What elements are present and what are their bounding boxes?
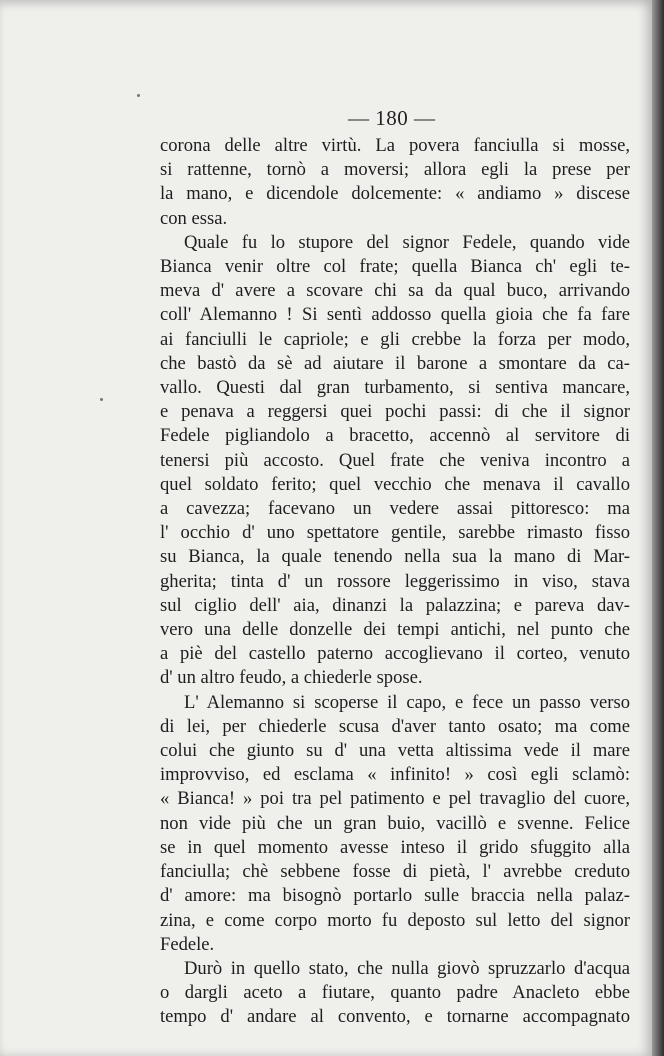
text-line: corona delle altre virtù. La povera fanciulla si mosse, xyxy=(160,135,630,156)
text-line: vero una delle donzelle dei tempi antichi, nel punto che xyxy=(160,619,630,641)
page-number: — 180 — xyxy=(348,106,436,130)
page-edge xyxy=(652,0,664,1056)
text-line: coll' Alemanno ! Si sentì addosso quella gioia che fa fare xyxy=(160,304,630,326)
text-line: su Bianca, la quale tenendo nella sua la mano di Mar- xyxy=(160,546,630,568)
text-line: Bianca venir oltre col frate; quella Bianca ch' egli te- xyxy=(160,256,630,278)
text-line: si rattenne, tornò a moversi; allora egli la prese per xyxy=(160,159,630,181)
text-line: Fedele. xyxy=(160,933,215,955)
paragraph xyxy=(160,957,630,1030)
text-line: Durò in quello stato, che nulla giovò spruzzarlo d'acqua xyxy=(184,957,630,979)
text-line: se in quel momento avesse inteso il grido sfuggito alla xyxy=(160,836,630,858)
text-line: e penava a reggersi quei pochi passi: di che il signor xyxy=(160,401,630,423)
text-line: che bastò da sè ad aiutare il barone a smontare da ca- xyxy=(160,352,630,374)
body-text xyxy=(160,134,630,1030)
text-line: quel soldato ferito; quel vecchio che menava il cavallo xyxy=(160,473,630,495)
paragraph xyxy=(160,134,630,231)
text-line: colui che giunto su d' una vetta altissima vede il mare xyxy=(160,740,630,762)
text-line: o dargli aceto a fiutare, quanto padre Anacleto ebbe xyxy=(160,982,630,1004)
text-line: « Bianca! » poi tra pel patimento e pel travaglio del cuore, xyxy=(160,788,630,810)
text-line: tenersi più accosto. Quel frate che veniva incontro a xyxy=(160,449,630,471)
text-line: di lei, per chiederle scusa d'aver tanto osato; ma come xyxy=(160,715,630,737)
text-line: a piè del castello paterno accoglievano il corteo, venuto xyxy=(160,643,630,665)
text-line: a cavezza; facevano un vedere assai pittoresco: ma xyxy=(160,498,630,520)
text-line: d' amore: ma bisognò portarlo sulle braccia nella palaz- xyxy=(160,885,630,907)
text-line: Quale fu lo stupore del signor Fedele, quando vide xyxy=(184,231,630,253)
paragraph xyxy=(160,231,630,691)
text-line: fanciulla; chè sebbene fosse di pietà, l' avrebbe creduto xyxy=(160,861,630,883)
text-line: la mano, e dicendole dolcemente: « andiamo » discese xyxy=(160,183,630,205)
text-line: vallo. Questi dal gran turbamento, si sentiva mancare, xyxy=(160,377,630,399)
text-line: improvviso, ed esclama « infinito! » così egli sclamò: xyxy=(160,764,630,786)
text-line: l' occhio d' uno spettatore gentile, sarebbe rimasto fisso xyxy=(160,522,630,544)
text-line: ai fanciulli le capriole; e gli crebbe la forza per modo, xyxy=(160,328,630,350)
paragraph xyxy=(160,691,630,957)
text-line: gherita; tinta d' un rossore leggerissimo in viso, stava xyxy=(160,570,630,592)
text-line: Fedele pigliandolo a bracetto, accennò al servitore di xyxy=(160,425,630,447)
text-line: non vide più che un gran buio, vacillò e svenne. Felice xyxy=(160,812,630,834)
ink-speck xyxy=(100,398,103,401)
text-line: zina, e come corpo morto fu deposto sul letto del signor xyxy=(160,909,630,931)
text-line: tempo d' andare al convento, e tornarne accompagnato xyxy=(160,1006,630,1028)
ink-speck xyxy=(137,94,140,97)
text-line: d' un altro feudo, a chiederle spose. xyxy=(160,667,423,689)
text-line: meva d' avere a scovare chi sa da qual buco, arrivando xyxy=(160,280,630,302)
text-line: con essa. xyxy=(160,207,228,229)
text-line: L' Alemanno si scoperse il capo, e fece un passo verso xyxy=(184,691,630,713)
text-line: sul ciglio dell' aia, dinanzi la palazzina; e pareva dav- xyxy=(160,594,630,616)
